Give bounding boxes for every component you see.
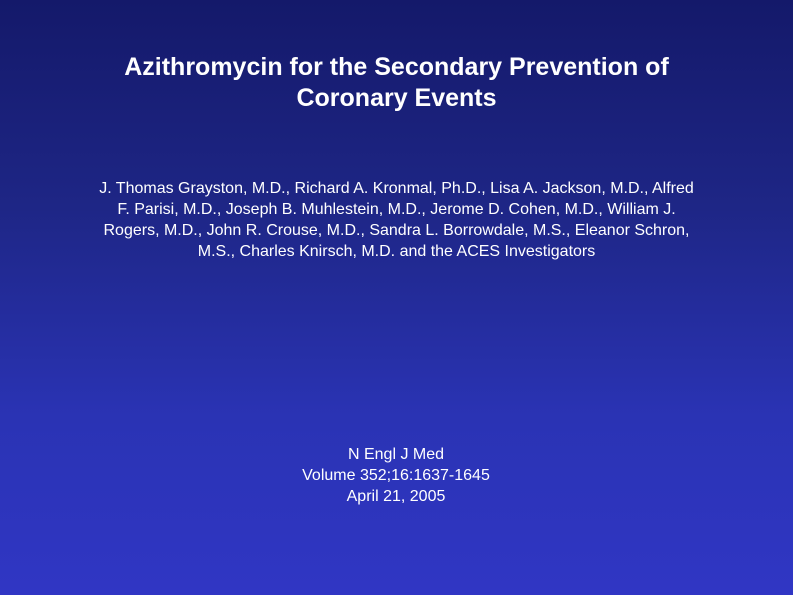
- author-line: M.S., Charles Knirsch, M.D. and the ACES Investigators: [197, 243, 596, 260]
- publication-date: April 21, 2005: [346, 488, 446, 505]
- citation-block: [196, 444, 596, 507]
- author-list: [52, 178, 741, 262]
- author-line: F. Parisi, M.D., Joseph B. Muhlestein, M.D., Jerome D. Cohen, M.D., William J.: [117, 201, 676, 218]
- journal-volume: Volume 352;16:1637-1645: [302, 467, 490, 484]
- slide-title-line: Coronary Events: [296, 84, 497, 112]
- slide-title-line: Azithromycin for the Secondary Prevention of: [124, 53, 669, 81]
- author-line: Rogers, M.D., John R. Crouse, M.D., Sandra L. Borrowdale, M.S., Eleanor Schron,: [103, 222, 690, 239]
- journal-name: N Engl J Med: [347, 446, 445, 463]
- slide-title: [60, 52, 733, 114]
- author-line: J. Thomas Grayston, M.D., Richard A. Kronmal, Ph.D., Lisa A. Jackson, M.D., Alfred: [99, 180, 694, 197]
